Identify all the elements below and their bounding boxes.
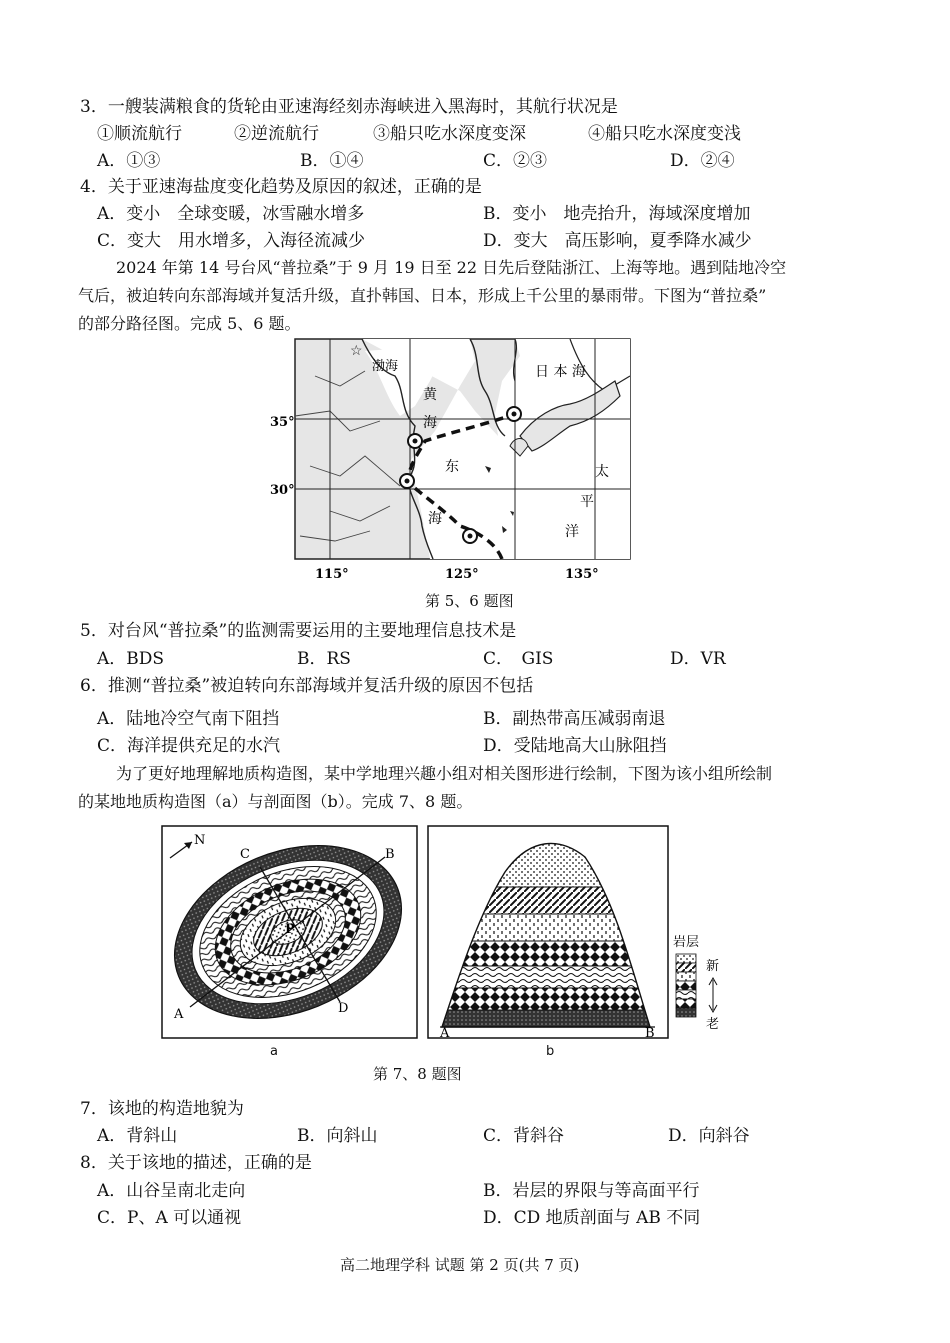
q3-item-3: ③船只吃水深度变深 (373, 124, 526, 144)
legend-title: 岩层 (673, 935, 700, 950)
q3-option-b[interactable]: B．①④ (300, 151, 364, 171)
map-label-dong1: 东 (445, 459, 459, 475)
passage2-line1: 为了更好地理解地质构造图，某中学地理兴趣小组对相关图形进行绘制，下图为该小组所绘制 (116, 764, 773, 783)
svg-text:☆: ☆ (350, 343, 363, 359)
map-label-bohai: 渤海 (372, 359, 399, 374)
map-label-huang2: 海 (423, 415, 437, 431)
q6-option-d[interactable]: D．受陆地高大山脉阻挡 (483, 736, 667, 756)
q3-option-a[interactable]: A．①③ (97, 151, 161, 171)
map-label-huang1: 黄 (423, 387, 437, 403)
double-arrow-icon (709, 978, 717, 1012)
q5-option-d[interactable]: D．VR (670, 649, 726, 669)
north-label: N (194, 833, 206, 848)
q6-option-c[interactable]: C．海洋提供充足的水汽 (97, 736, 281, 756)
passage2-line2: 的某地地质构造图（a）与剖面图（b）。完成 7、8 题。 (78, 792, 473, 811)
typhoon-symbol-icon (400, 474, 414, 488)
q8-option-d[interactable]: D．CD 地质剖面与 AB 不同 (483, 1208, 701, 1228)
passage1-line1: 2024 年第 14 号台风“普拉桑”于 9 月 19 日至 22 日先后登陆浙江、上海等地。遇到陆地冷空 (116, 258, 787, 277)
sub-label-b: b (546, 1044, 555, 1059)
q3-item-4: ④船只吃水深度变浅 (588, 124, 741, 144)
geo-label-c: C (240, 847, 250, 862)
legend-new: 新 (706, 959, 720, 974)
q8-option-c[interactable]: C．P、A 可以通视 (97, 1208, 242, 1228)
lat-label-30: 30° (270, 483, 295, 498)
q5-option-c[interactable]: C． GIS (483, 649, 554, 669)
typhoon-symbol-icon (507, 407, 521, 421)
lat-label-35: 35° (270, 415, 295, 430)
q3-item-1: ①顺流航行 (97, 124, 182, 144)
passage1-line3: 的部分路径图。完成 5、6 题。 (78, 314, 301, 333)
map-label-tai: 太 (595, 464, 609, 480)
q4-option-d[interactable]: D．变大 高压影响，夏季降水减少 (483, 231, 752, 251)
sub-label-a: a (270, 1044, 278, 1059)
q7-option-d[interactable]: D．向斜谷 (668, 1126, 750, 1146)
geo-label-a: A (174, 1007, 184, 1022)
geo-b-label-b: B (645, 1026, 655, 1041)
lon-label-135: 135° (565, 567, 599, 582)
q8-option-a[interactable]: A．山谷呈南北走向 (97, 1181, 246, 1201)
lon-label-115: 115° (315, 567, 349, 582)
geo-b-label-a: A (440, 1026, 450, 1041)
map-caption: 第 5、6 题图 (425, 592, 514, 610)
lon-label-125: 125° (445, 567, 479, 582)
q4-option-b[interactable]: B．变小 地壳抬升，海域深度增加 (483, 204, 751, 224)
q3-option-d[interactable]: D．②④ (670, 151, 735, 171)
geo-label-d: D (338, 1001, 349, 1016)
geo-label-p: P (285, 922, 295, 937)
geologic-figure (160, 822, 720, 1062)
passage1-line2: 气后，被迫转向东部海域并复活升级，直扑韩国、日本，形成上千公里的暴雨带。下图为“普拉桑” (78, 286, 767, 305)
q4-option-a[interactable]: A．变小 全球变暖，冰雪融水增多 (97, 204, 365, 224)
q6-option-a[interactable]: A．陆地冷空气南下阻挡 (97, 709, 280, 729)
q8-option-b[interactable]: B．岩层的界限与等高面平行 (483, 1181, 700, 1201)
q7-stem: 7．该地的构造地貌为 (80, 1099, 244, 1119)
map-label-yang: 洋 (565, 524, 579, 540)
page-footer: 高二地理学科 试题 第 2 页(共 7 页) (340, 1256, 580, 1274)
map-label-japan-sea: 日 本 海 (535, 364, 586, 380)
q3-option-c[interactable]: C．②③ (483, 151, 548, 171)
q3-stem: 3．一艘装满粮食的货轮由亚速海经刻赤海峡进入黑海时，其航行状况是 (80, 97, 618, 117)
q5-option-a[interactable]: A．BDS (97, 649, 165, 669)
q5-stem: 5．对台风“普拉桑”的监测需要运用的主要地理信息技术是 (80, 621, 517, 641)
q4-option-c[interactable]: C．变大 用水增多，入海径流减少 (97, 231, 366, 251)
q7-option-c[interactable]: C．背斜谷 (483, 1126, 565, 1146)
legend-old: 老 (706, 1017, 720, 1032)
q6-stem: 6．推测“普拉桑”被迫转向东部海域并复活升级的原因不包括 (80, 676, 534, 696)
map-label-dong2: 海 (428, 511, 442, 527)
geo-label-b: B (385, 847, 395, 862)
typhoon-track-map (270, 336, 640, 586)
typhoon-symbol-icon (408, 434, 422, 448)
q7-option-a[interactable]: A．背斜山 (97, 1126, 178, 1146)
q4-stem: 4．关于亚速海盐度变化趋势及原因的叙述，正确的是 (80, 177, 482, 197)
q7-option-b[interactable]: B．向斜山 (297, 1126, 378, 1146)
q6-option-b[interactable]: B．副热带高压减弱南退 (483, 709, 666, 729)
geo-caption: 第 7、8 题图 (373, 1065, 462, 1083)
typhoon-symbol-icon (463, 529, 477, 543)
q5-option-b[interactable]: B．RS (297, 649, 351, 669)
q3-item-2: ②逆流航行 (234, 124, 319, 144)
map-label-ping: 平 (580, 494, 594, 510)
q8-stem: 8．关于该地的描述，正确的是 (80, 1153, 312, 1173)
